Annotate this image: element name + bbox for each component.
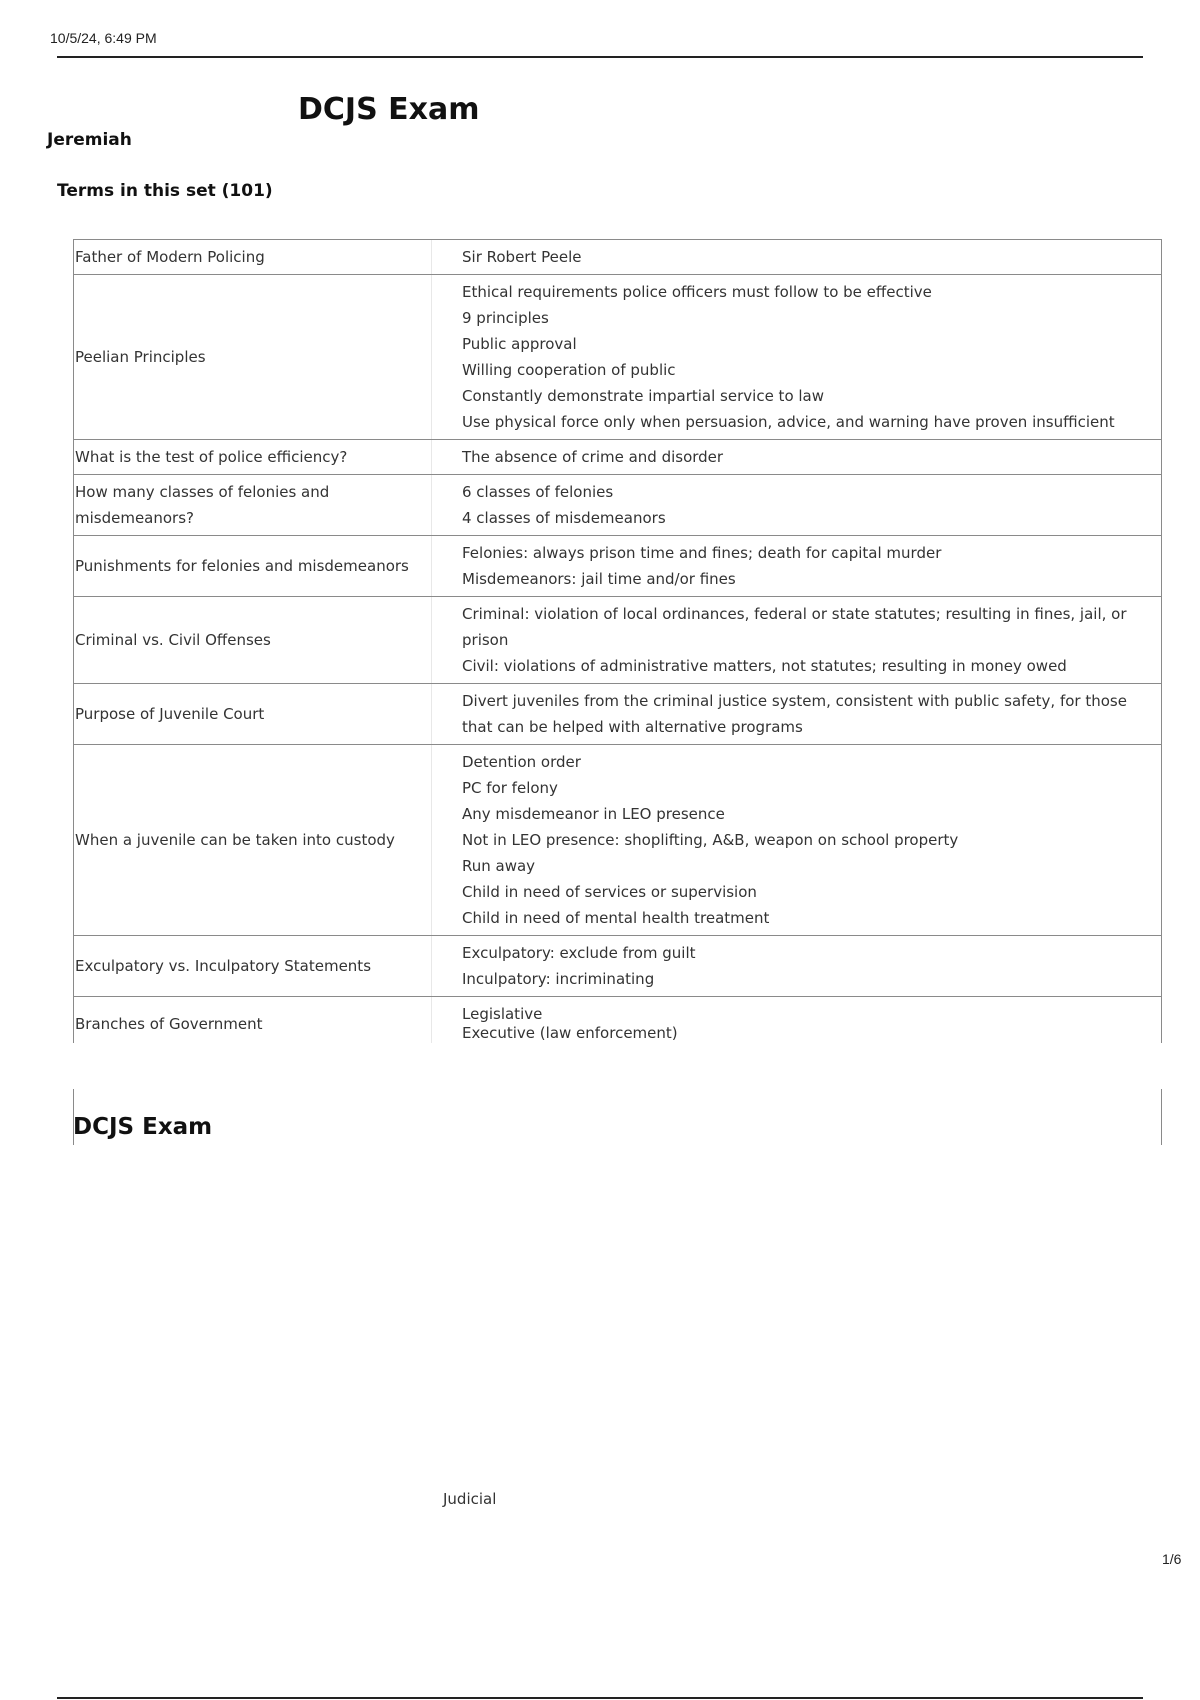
definition-line: Child in need of services or supervision bbox=[462, 883, 757, 901]
definition-line: Legislative bbox=[462, 1005, 543, 1023]
table-row bbox=[74, 240, 1162, 275]
definition-line: Divert juveniles from the criminal justice system, consistent with public safety, for those that can be helped with alternative programs bbox=[462, 692, 1127, 736]
definition-cell bbox=[432, 475, 1162, 536]
definition-line: Use physical force only when persuasion, advice, and warning have proven insufficient bbox=[462, 413, 1115, 431]
terms-table-container bbox=[73, 239, 1162, 1043]
overflow-definition: Judicial bbox=[443, 1490, 497, 1508]
term-cell: When a juvenile can be taken into custody bbox=[74, 745, 432, 936]
table-row bbox=[74, 684, 1162, 745]
definition-line: Ethical requirements police officers must follow to be effective bbox=[462, 283, 932, 301]
table-row bbox=[74, 275, 1162, 440]
footer-title: DCJS Exam bbox=[73, 1114, 213, 1140]
definition-line: Run away bbox=[462, 857, 536, 875]
definition-line: Child in need of mental health treatment bbox=[462, 909, 770, 927]
table-right-border bbox=[1161, 1089, 1162, 1145]
definition-line: Sir Robert Peele bbox=[462, 248, 582, 266]
table-row bbox=[74, 936, 1162, 997]
definition-line: 4 classes of misdemeanors bbox=[462, 509, 666, 527]
page-number: 1/6 bbox=[1162, 1551, 1182, 1567]
term-cell: Criminal vs. Civil Offenses bbox=[74, 597, 432, 684]
term-cell: Exculpatory vs. Inculpatory Statements bbox=[74, 936, 432, 997]
definition-line: Misdemeanors: jail time and/or fines bbox=[462, 570, 736, 588]
definition-cell bbox=[432, 597, 1162, 684]
table-row bbox=[74, 997, 1162, 1044]
definition-line: Not in LEO presence: shoplifting, A&B, weapon on school property bbox=[462, 831, 959, 849]
definition-line: PC for felony bbox=[462, 779, 558, 797]
definition-line: Detention order bbox=[462, 753, 581, 771]
definition-cell bbox=[432, 240, 1162, 275]
definition-line: Willing cooperation of public bbox=[462, 361, 676, 379]
term-cell: What is the test of police efficiency? bbox=[74, 440, 432, 475]
definition-cell bbox=[432, 536, 1162, 597]
terms-table bbox=[73, 239, 1162, 1043]
table-row bbox=[74, 536, 1162, 597]
definition-line: Inculpatory: incriminating bbox=[462, 970, 655, 988]
table-row bbox=[74, 475, 1162, 536]
definition-line: Civil: violations of administrative matters, not statutes; resulting in money owed bbox=[462, 657, 1067, 675]
definition-cell bbox=[432, 936, 1162, 997]
definition-line: Exculpatory: exclude from guilt bbox=[462, 944, 696, 962]
print-timestamp: 10/5/24, 6:49 PM bbox=[50, 30, 157, 46]
definition-line: The absence of crime and disorder bbox=[462, 448, 724, 466]
page-title: DCJS Exam bbox=[298, 92, 480, 127]
definition-cell bbox=[432, 440, 1162, 475]
definition-line: Felonies: always prison time and fines; death for capital murder bbox=[462, 544, 942, 562]
term-cell: How many classes of felonies and misdemeanors? bbox=[74, 475, 432, 536]
definition-line: Criminal: violation of local ordinances, federal or state statutes; resulting in fines, jail, or prison bbox=[462, 605, 1127, 649]
header-rule bbox=[57, 56, 1143, 58]
definition-line: Constantly demonstrate impartial service to law bbox=[462, 387, 825, 405]
term-cell: Purpose of Juvenile Court bbox=[74, 684, 432, 745]
terms-count-label: Terms in this set (101) bbox=[57, 181, 273, 201]
definition-cell bbox=[432, 997, 1162, 1044]
footer-rule bbox=[57, 1697, 1143, 1699]
term-cell: Branches of Government bbox=[74, 997, 432, 1044]
definition-cell bbox=[432, 684, 1162, 745]
definition-line: 6 classes of felonies bbox=[462, 483, 614, 501]
definition-cell bbox=[432, 745, 1162, 936]
term-cell: Father of Modern Policing bbox=[74, 240, 432, 275]
definition-line: Any misdemeanor in LEO presence bbox=[462, 805, 725, 823]
term-cell: Punishments for felonies and misdemeanors bbox=[74, 536, 432, 597]
definition-cell bbox=[432, 275, 1162, 440]
definition-line: Executive (law enforcement) bbox=[462, 1024, 678, 1042]
author-name: Jeremiah bbox=[47, 130, 132, 150]
definition-line: Public approval bbox=[462, 335, 577, 353]
table-row bbox=[74, 745, 1162, 936]
definition-line: 9 principles bbox=[462, 309, 549, 327]
table-row bbox=[74, 597, 1162, 684]
table-row bbox=[74, 440, 1162, 475]
term-cell: Peelian Principles bbox=[74, 275, 432, 440]
